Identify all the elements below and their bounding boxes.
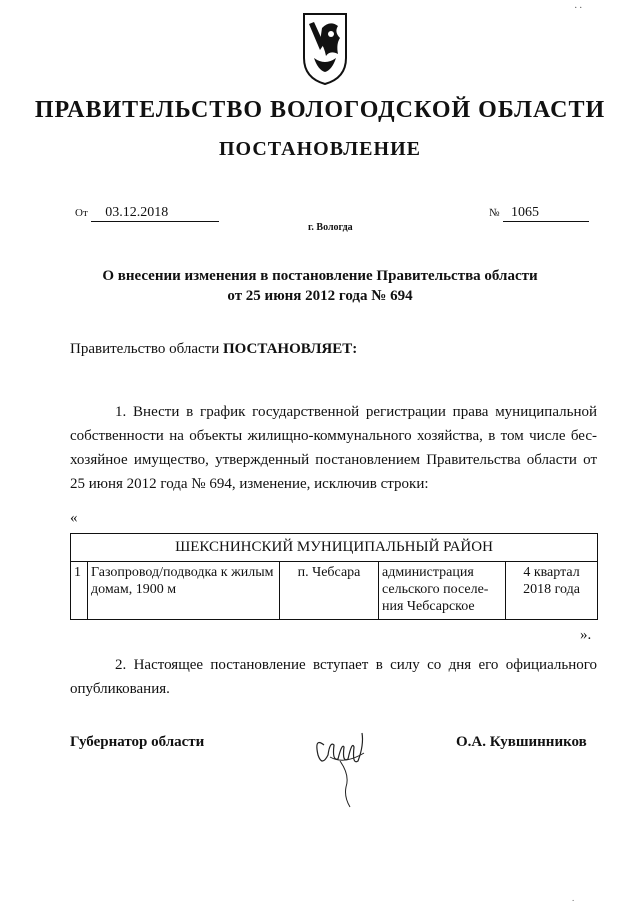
number-value: 1065 <box>503 205 589 222</box>
quote-close: ». <box>580 627 592 643</box>
period-cell: 4 квартал 2018 года <box>506 562 598 620</box>
registration-table <box>70 533 598 620</box>
preamble-bold: ПОСТАНОВЛЯЕТ: <box>222 341 358 357</box>
preamble-text: Правительство области <box>70 341 223 357</box>
signer-position: Губернатор области <box>70 734 205 750</box>
item-1-line-4: 25 июня 2012 года № 694, изменение, исключив строки: <box>70 476 429 492</box>
date-value: 03.12.2018 <box>91 205 219 222</box>
preamble <box>70 341 357 358</box>
signer-name: О.А. Кувшинников <box>456 734 587 750</box>
item-2-line-2: опубликования. <box>70 681 170 697</box>
date-field <box>75 205 219 222</box>
item-1-line-1: 1. Внести в график государственной регистрации права муниципальной <box>115 404 597 420</box>
doc-type-title: ПОСТАНОВЛЕНИЕ <box>219 138 421 160</box>
subject-heading <box>0 266 640 306</box>
subject-line-1: О внесении изменения в постановление Правительства области <box>102 268 538 284</box>
number-prefix: № <box>489 207 500 219</box>
item-2 <box>70 653 597 701</box>
date-prefix: От <box>75 207 88 219</box>
scan-marks: . . <box>574 0 582 11</box>
item-1 <box>70 400 597 496</box>
row-number-cell: 1 <box>71 562 88 620</box>
owner-cell: администрация сельского поселе-ния Чебсарское <box>379 562 506 620</box>
object-cell: Газопровод/подводка к жилым домам, 1900 м <box>88 562 280 620</box>
table-row <box>71 562 598 620</box>
handwritten-signature <box>310 715 370 810</box>
coat-of-arms-icon <box>300 10 350 86</box>
item-1-line-2: собственности на объекты жилищно-коммунального хозяйства, в том числе бес- <box>70 428 597 444</box>
city-label: г. Вологда <box>308 222 353 233</box>
subject-line-2: от 25 июня 2012 года № 694 <box>227 288 413 304</box>
item-2-line-1: 2. Настоящее постановление вступает в силу со дня его официального <box>115 657 597 673</box>
location-cell: п. Чебсара <box>280 562 379 620</box>
district-row <box>71 534 598 562</box>
number-field <box>489 205 589 222</box>
scan-marks-bottom: . <box>572 893 575 903</box>
item-1-line-3: хозяйное имущество, утвержденный постановлением Правительства области от <box>70 452 597 468</box>
quote-open: « <box>70 510 78 526</box>
district-cell: ШЕКСНИНСКИЙ МУНИЦИПАЛЬНЫЙ РАЙОН <box>71 534 598 562</box>
org-title: ПРАВИТЕЛЬСТВО ВОЛОГОДСКОЙ ОБЛАСТИ <box>34 97 606 123</box>
